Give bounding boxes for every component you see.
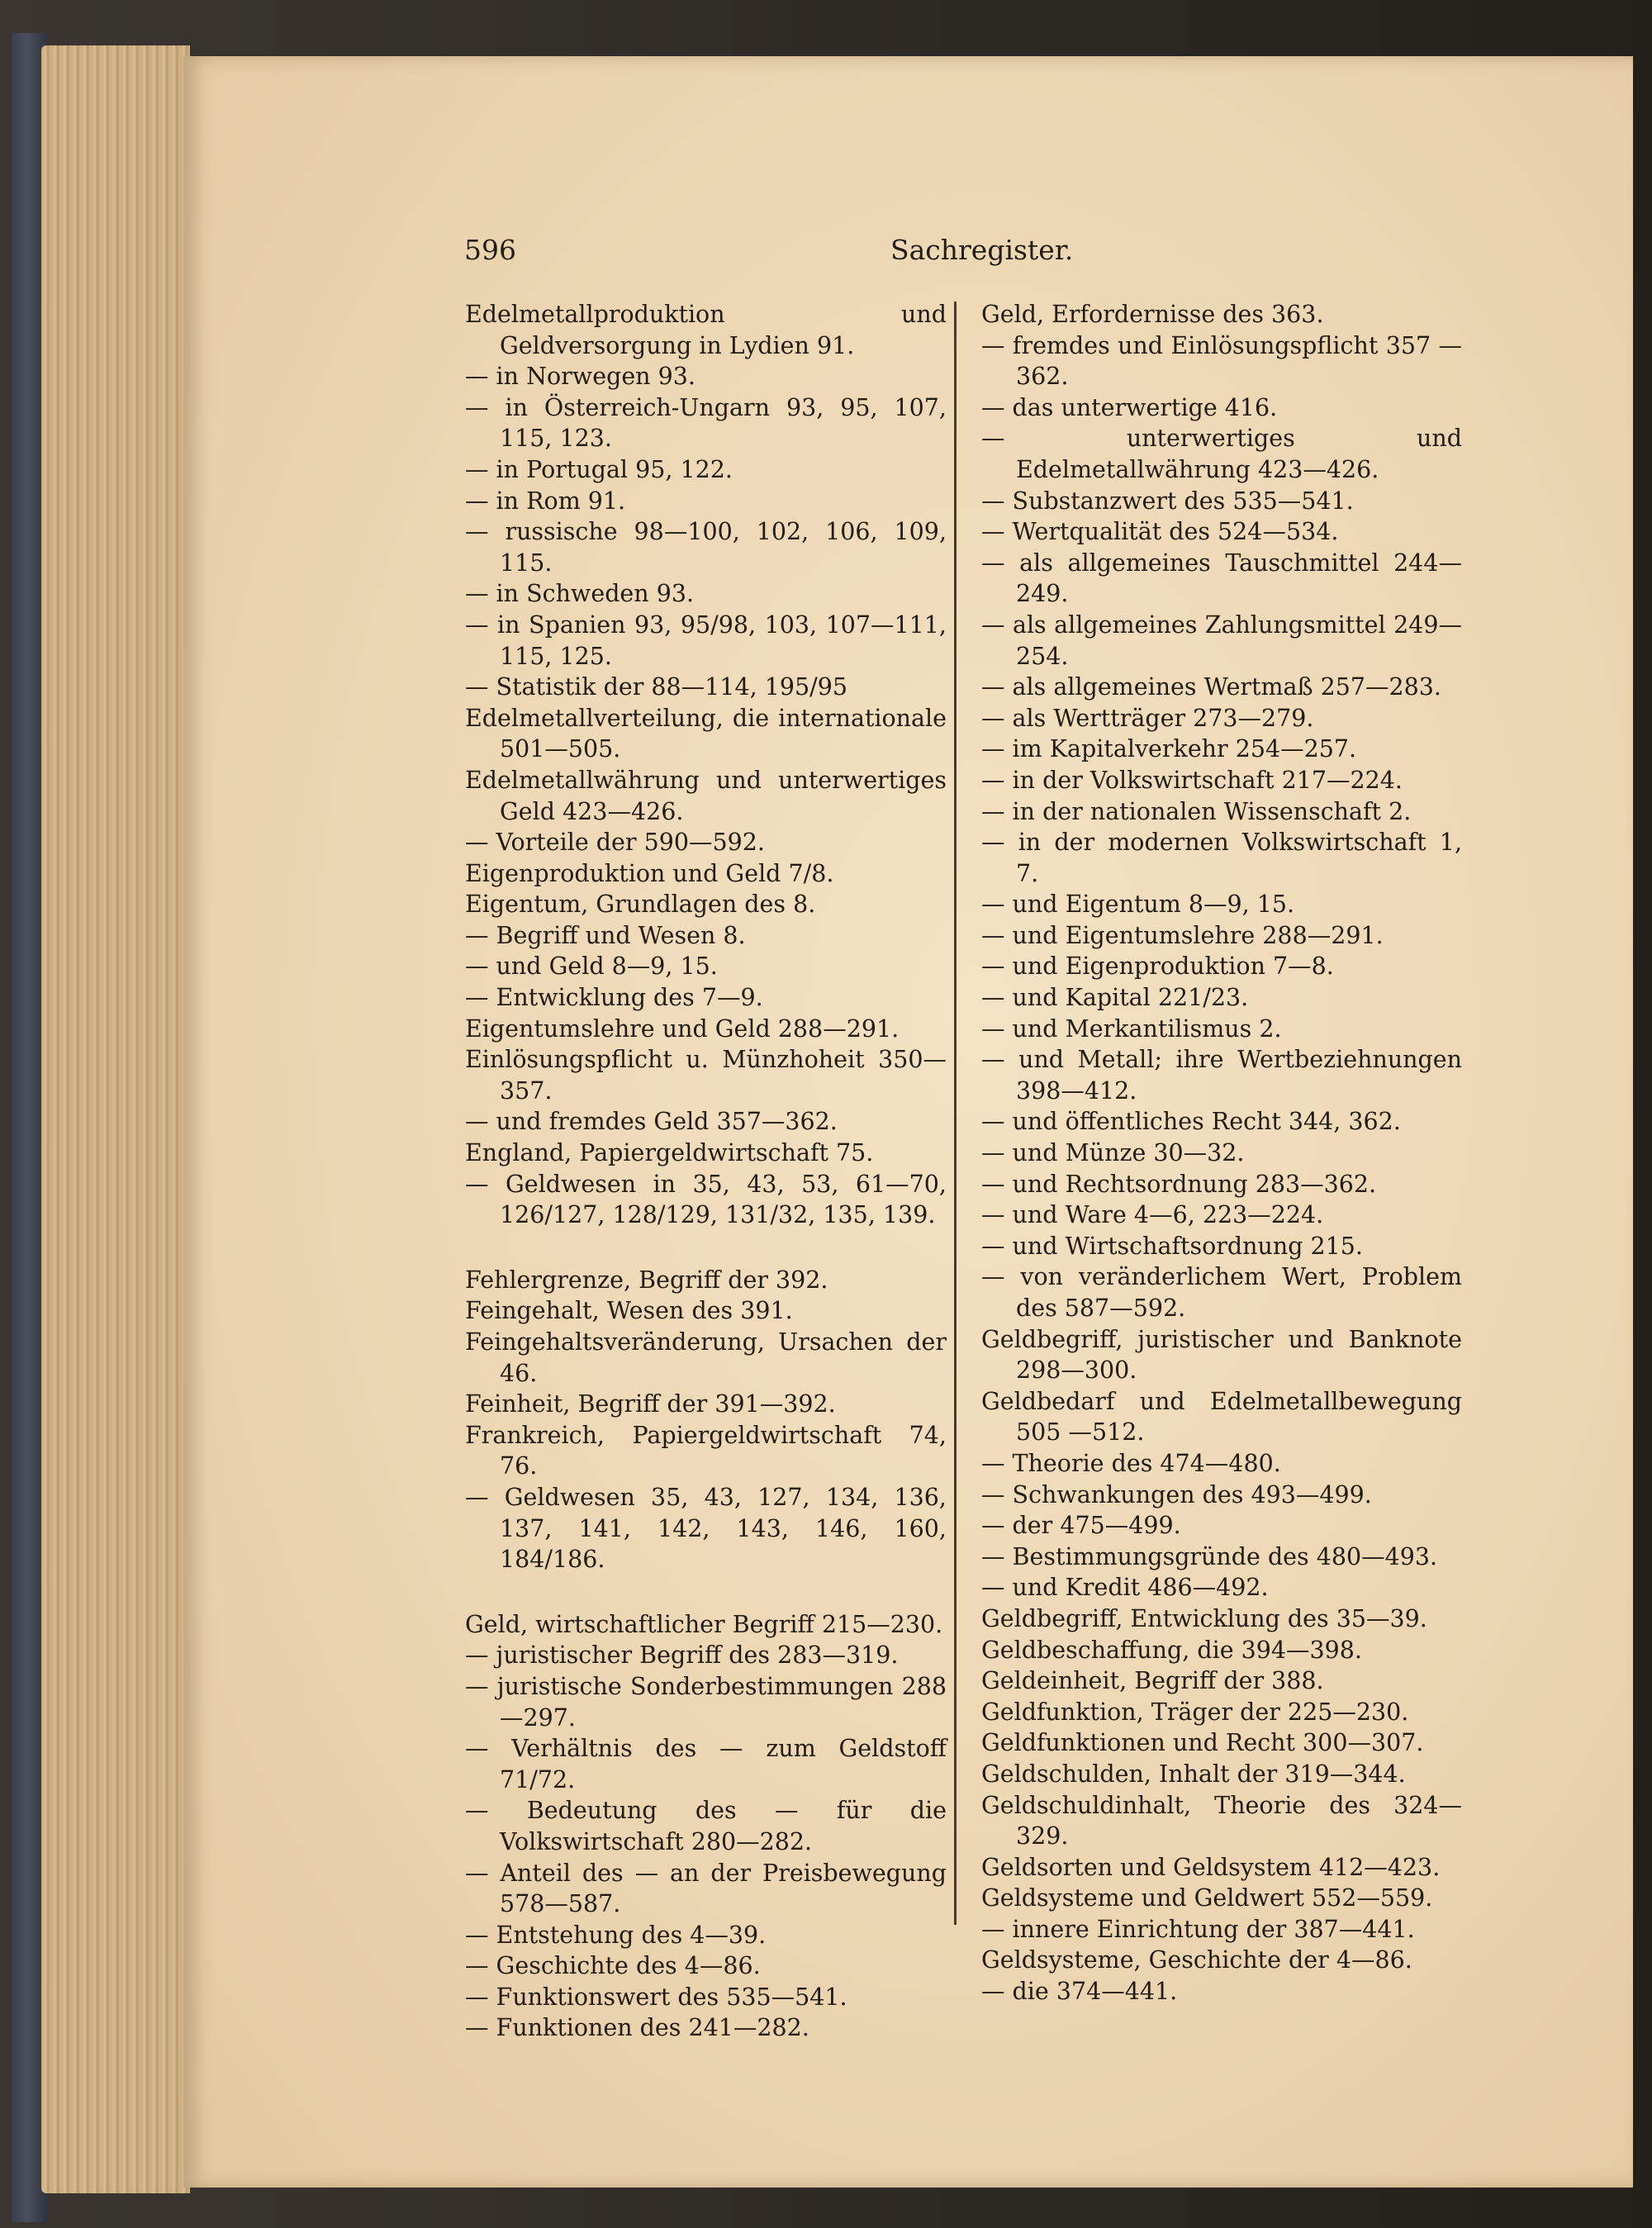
index-column-right	[981, 299, 1462, 2007]
index-subentry: — Bestimmungsgründe des 480—493.	[981, 1542, 1438, 1570]
index-subentry: — als Wertträger 273—279.	[981, 704, 1314, 732]
index-subentry: — Verhältnis des — zum Geldstoff 71/72.	[465, 1735, 947, 1793]
page-edges	[41, 45, 190, 2193]
index-entry: Geldfunktionen und Recht 300—307.	[981, 1729, 1424, 1757]
index-subentry: — und Eigentumslehre 288—291.	[981, 921, 1384, 949]
index-entry: Geldbedarf und Edelmetallbewegung 505 —512.	[981, 1387, 1462, 1447]
index-subentry: — Geschichte des 4—86.	[465, 1952, 761, 1980]
index-subentry: — Bedeutung des — für die Volkswirtschaft 280—282.	[465, 1797, 947, 1855]
index-subentry: — als allgemeines Zahlungsmittel 249—254.	[981, 610, 1462, 670]
index-entry: England, Papiergeldwirtschaft 75.	[465, 1139, 874, 1167]
index-entry: Eigentum, Grundlagen des 8.	[465, 891, 816, 919]
index-subentry: — Entstehung des 4—39.	[465, 1921, 767, 1949]
index-subentry: — Geldwesen in 35, 43, 53, 61—70, 126/127, 128/129, 131/32, 135, 139.	[465, 1170, 947, 1229]
index-subentry: — Funktionswert des 535—541.	[465, 1983, 847, 2011]
index-entry: Feingehalt, Wesen des 391.	[465, 1297, 793, 1325]
index-subentry: — in Rom 91.	[465, 487, 626, 515]
index-entry: Edelmetallproduktion und Geldversorgung in Lydien 91.	[465, 301, 947, 359]
column-divider	[954, 302, 957, 1925]
index-subentry: — Anteil des — an der Preisbewegung 578—587.	[465, 1859, 947, 1918]
index-subentry: — und fremdes Geld 357—362.	[465, 1108, 838, 1136]
index-subentry: — das unterwertige 416.	[981, 393, 1278, 421]
index-section-gap	[465, 1231, 947, 1265]
index-subentry: — Schwankungen des 493—499.	[981, 1480, 1372, 1508]
index-entry: Geldbegriff, Entwicklung des 35—39.	[981, 1604, 1427, 1632]
index-subentry: — und Wirtschaftsordnung 215.	[981, 1232, 1363, 1260]
index-entry: Geldfunktion, Träger der 225—230.	[981, 1698, 1409, 1726]
index-subentry: — Statistik der 88—114, 195/95	[465, 673, 847, 701]
index-subentry: — russische 98—100, 102, 106, 109, 115.	[465, 518, 947, 577]
index-subentry: — und Ware 4—6, 223—224.	[981, 1201, 1324, 1229]
index-subentry: — juristische Sonderbestimmungen 288 —297.	[465, 1672, 947, 1732]
index-subentry: — als allgemeines Tauschmittel 244—249.	[981, 549, 1462, 608]
index-subentry: — Substanzwert des 535—541.	[981, 487, 1354, 515]
index-entry: Geldsorten und Geldsystem 412—423.	[981, 1853, 1441, 1881]
index-subentry: — und Merkantilismus 2.	[981, 1014, 1282, 1043]
index-subentry: — in Norwegen 93.	[465, 363, 695, 391]
index-subentry: — der 475—499.	[981, 1512, 1181, 1540]
index-entry: Geldsysteme und Geldwert 552—559.	[981, 1884, 1433, 1912]
index-subentry: — in der modernen Volkswirtschaft 1, 7.	[981, 829, 1462, 887]
index-subentry: — in Österreich-Ungarn 93, 95, 107, 115, 123.	[465, 393, 947, 453]
index-subentry: — im Kapitalverkehr 254—257.	[981, 735, 1357, 763]
index-entry: Eigentumslehre und Geld 288—291.	[465, 1014, 900, 1043]
index-entry: Frankreich, Papiergeldwirtschaft 74, 76.	[465, 1421, 947, 1480]
index-subentry: — und Metall; ihre Wertbeziehnungen 398—412.	[981, 1046, 1462, 1104]
index-subentry: — Begriff und Wesen 8.	[465, 921, 746, 949]
index-subentry: — fremdes und Einlösungspflicht 357 —362.	[981, 331, 1462, 391]
index-entry: Geldeinheit, Begriff der 388.	[981, 1667, 1324, 1695]
index-entry: Geldschuldinhalt, Theorie des 324—329.	[981, 1791, 1462, 1850]
index-subentry: — und Rechtsordnung 283—362.	[981, 1170, 1377, 1198]
index-subentry: — in Portugal 95, 122.	[465, 455, 733, 483]
index-subentry: — in Schweden 93.	[465, 580, 695, 608]
index-subentry: — und Kredit 486—492.	[981, 1574, 1269, 1602]
index-subentry: — von veränderlichem Wert, Problem des 587—592.	[981, 1263, 1462, 1322]
index-subentry: — Vorteile der 590—592.	[465, 829, 765, 857]
index-entry: Feinheit, Begriff der 391—392.	[465, 1390, 836, 1418]
index-subentry: — innere Einrichtung der 387—441.	[981, 1915, 1415, 1943]
index-entry: Geld, Erfordernisse des 363.	[981, 301, 1324, 328]
index-entry: Einlösungspflicht u. Münzhoheit 350—357.	[465, 1046, 947, 1104]
index-subentry: — und Münze 30—32.	[981, 1139, 1245, 1167]
index-subentry: — als allgemeines Wertmaß 257—283.	[981, 673, 1441, 701]
running-head: Sachregister.	[890, 234, 1074, 266]
index-subentry: — unterwertiges und Edelmetallwährung 423—426.	[981, 425, 1462, 483]
index-entry: Geldbegriff, juristischer und Banknote 298—300.	[981, 1325, 1462, 1385]
page-number: 596	[464, 234, 516, 266]
index-subentry: — und öffentliches Recht 344, 362.	[981, 1108, 1401, 1136]
index-subentry: — und Kapital 221/23.	[981, 984, 1249, 1012]
index-subentry: — juristischer Begriff des 283—319.	[465, 1641, 899, 1670]
index-entry: Feingehaltsveränderung, Ursachen der 46.	[465, 1328, 947, 1387]
index-entry: Edelmetallverteilung, die internationale 501—505.	[465, 704, 947, 763]
index-subentry: — in Spanien 93, 95/98, 103, 107—111, 115, 125.	[465, 610, 947, 670]
index-subentry: — und Geld 8—9, 15.	[465, 952, 718, 981]
index-entry: Eigenproduktion und Geld 7/8.	[465, 859, 834, 887]
index-entry: Edelmetallwährung und unterwertiges Geld 423—426.	[465, 766, 947, 825]
index-subentry: — Wertqualität des 524—534.	[981, 518, 1339, 546]
index-entry: Fehlergrenze, Begriff der 392.	[465, 1266, 828, 1294]
index-subentry: — in der nationalen Wissenschaft 2.	[981, 797, 1412, 825]
index-subentry: — und Eigenproduktion 7—8.	[981, 952, 1334, 981]
index-entry: Geldschulden, Inhalt der 319—344.	[981, 1760, 1406, 1788]
index-subentry: — Geldwesen 35, 43, 127, 134, 136, 137, 141, 142, 143, 146, 160, 184/186.	[465, 1483, 947, 1574]
index-entry: Geldsysteme, Geschichte der 4—86.	[981, 1946, 1412, 1974]
index-subentry: — und Eigentum 8—9, 15.	[981, 891, 1295, 919]
index-subentry: — die 374—441.	[981, 1978, 1178, 2006]
index-subentry: — Funktionen des 241—282.	[465, 2014, 809, 2042]
index-subentry: — in der Volkswirtschaft 217—224.	[981, 766, 1403, 794]
index-subentry: — Theorie des 474—480.	[981, 1449, 1281, 1477]
index-subentry: — Entwicklung des 7—9.	[465, 984, 763, 1012]
index-entry: Geld, wirtschaftlicher Begriff 215—230.	[465, 1610, 943, 1638]
index-column-left	[465, 299, 947, 2044]
index-entry: Geldbeschaffung, die 394—398.	[981, 1636, 1362, 1664]
index-section-gap	[465, 1575, 947, 1609]
